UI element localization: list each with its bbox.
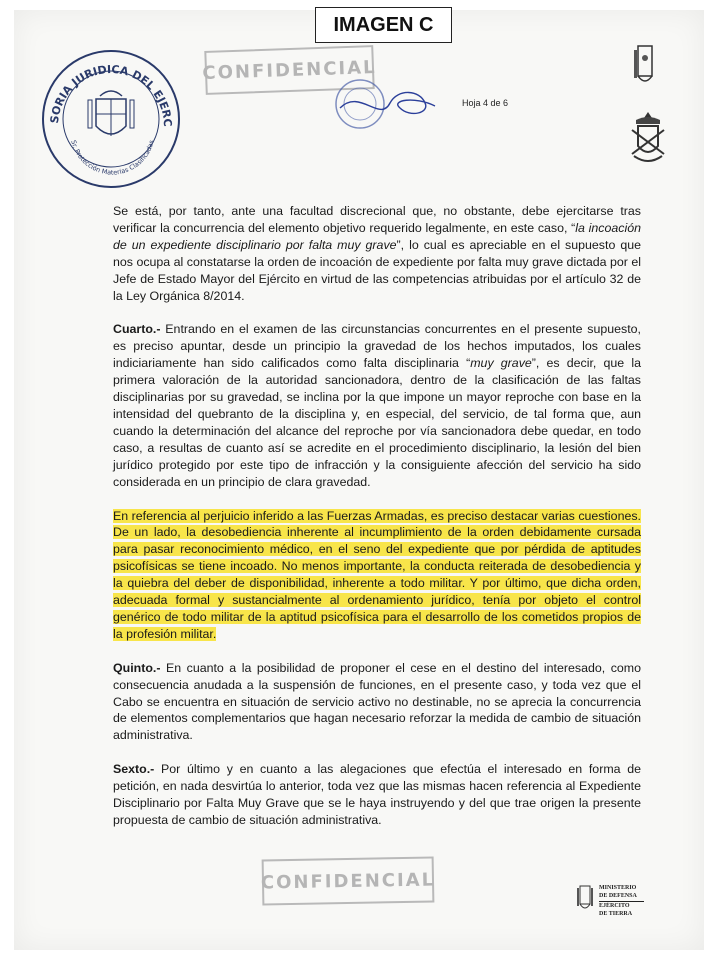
legal-advisory-seal <box>36 44 186 194</box>
highlighted-text: En referencia al perjuicio inferido a las Fuerzas Armadas, es preciso destacar varias cuestiones. De un lado, la desobediencia inherente al incumplimiento de la orden debidamente cursada para pasar reconocimiento médico, en el seno del expediente que por pérdida de aptitudes psicofísicas se tiene incoado. No menos importante, la conducta reiterada de desobediencia y la quiebra del deber de disponibilidad, inherente a todo militar. Y por último, que dicha orden, adecuada formal y sustancialmente al ordenamiento jurídico, tenía por objeto el control genérico de todo militar de la aptitud psicofísica para el desarrollo de los cometidos propios de la profesión militar. <box>113 508 641 641</box>
section-heading-sexto: Sexto.- <box>113 762 155 777</box>
page-indicator: Hoja 4 de 6 <box>462 98 509 108</box>
paragraph-cuarto: Cuarto.- Entrando en el examen de las circunstancias concurrentes en el presente supuesto, es preciso apuntar, desde un principio la gravedad de los hechos imputados, los cuales indiciariamente han sido calificados como falta disciplinaria “muy grave”, es decir, que la primera valoración de la autoridad sancionadora, dentro de la clasificación de las faltas disciplinarias por su gravedad, se inclina por la que impone un mayor reproche con base en la intensidad del quebranto de la disciplina y, en especial, del servicio, de tal forma que, aun cuando la determinación del alcance del reproche por vía sancionadora debe quedar, en todo caso, a resultas de cuanto así se acredite en el procedimiento disciplinario, la lesión del bien jurídico protegido por este tipo de infracción y la consiguiente afección del servicio ha sido considerada en un principio de clara gravedad. <box>113 322 641 489</box>
signature-mark <box>330 78 440 133</box>
army-line-2: DE TIERRA <box>599 910 633 917</box>
army-line-1: EJÉRCITO <box>599 903 630 909</box>
ministry-line-1: MINISTERIO <box>599 885 637 891</box>
image-label: IMAGEN C <box>315 7 452 43</box>
ministry-line-2: DE DEFENSA <box>599 892 637 899</box>
confidential-stamp-bottom: CONFIDENCIAL <box>262 857 435 906</box>
seal-inner-text: Sr. Protección Materias Clasificadas <box>69 139 156 177</box>
paragraph-sexto: Sexto.- Por último y en cuanto a las alegaciones que efectúa el interesado en forma de petición, en nada desvirtúa lo anterior, toda vez que las mismas hacen referencia al Expediente Disciplinario por Falta Muy Grave que se le haya instruyendo y del que trae origen la presente propuesta de cambio de situación administrativa. <box>113 762 641 827</box>
footer-divider <box>599 901 644 902</box>
paragraph-intro: Se está, por tanto, ante una facultad discrecional que, no obstante, debe ejercitarse tras verificar la concurrencia del elemento objetivo requerido legalmente, en este caso, “la incoación de un expediente disciplinario por falta muy grave”, lo cual es apreciable en el supuesto que nos ocupa al constatarse la orden de incoación de expediente por falta muy grave dictada por el Jefe de Estado Mayor del Ejército en virtud de las competencias atribuidas por el artículo 32 de la Ley Orgánica 8/2014. <box>113 204 641 303</box>
svg-text:ASESORIA JURIDICA DEL EJERCITO <box>36 44 174 127</box>
confidential-stamp-top: CONFIDENCIAL <box>204 45 374 95</box>
paragraph-quinto: Quinto.- En cuanto a la posibilidad de proponer el cese en el destino del interesado, como consecuencia anudada a la suspensión de funciones, en el presente caso, y toda vez que el Cabo se encuentra en situación de servicio activo no destinable, no se aprecia la concurrencia de elementos complementarios que hagan necesario reforzar la medida de cambio de situación administrativa. <box>113 660 641 743</box>
ministry-footer <box>599 885 669 918</box>
spain-crest-icon <box>634 42 658 88</box>
seal-emblem-icon <box>36 44 186 194</box>
section-heading-quinto: Quinto.- <box>113 660 161 675</box>
seal-outer-text: SORIA JURIDICA DEL EJERC <box>47 62 175 127</box>
svg-text:Sr. Protección Materias Clasif <box>69 139 156 177</box>
army-emblem-icon <box>628 110 668 170</box>
ministry-emblem-icon <box>576 884 594 914</box>
document-body <box>113 203 641 846</box>
section-heading-cuarto: Cuarto.- <box>113 322 161 337</box>
paragraph-highlighted <box>113 508 641 643</box>
